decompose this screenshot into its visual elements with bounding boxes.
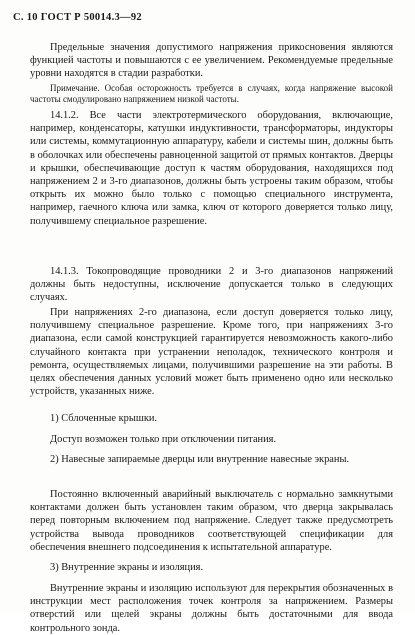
paragraph-emergency-switch: Постоянно включенный аварийный выключатель с нормально замкнутыми контактами должен быть установлен таким образом, что дверца закрывалась перед повторным включением под напряжение. Следует также предусмотреть устройства вывода проводников соответствующей спецификации для обеспечения внешнего подсоединения к испытательной аппаратуре. — [30, 489, 393, 553]
list-item-interlocked-covers: 1) Сблоченные крышки. — [50, 413, 158, 424]
paragraph-access-power-off: Доступ возможен только при отключении питания. — [50, 434, 277, 445]
paragraph-voltage-limits: Предельные значения допустимого напряжения прикосновения являются функцией частоты и повышаются с ее увеличением. Рекомендуемые предельные уровни находятся в стадии разработки. — [30, 42, 393, 80]
note-paragraph: Примечание. Особая осторожность требуется в случаях, когда напряжение высокой частоты смодулировано напряжением низкой частоты. — [30, 83, 393, 105]
paragraph-14-1-3: 14.1.3. Токопроводящие проводники 2 и 3-го диапазонов напряжений должны быть недоступны, исключение допускается только в следующих случаях. — [30, 266, 393, 304]
list-item-internal-screens: 3) Внутренние экраны и изоляция. — [50, 562, 204, 573]
page-header: С. 10 ГОСТ Р 50014.3—92 — [13, 12, 142, 23]
paragraph-range-conditions: При напряжениях 2-го диапазона, если доступ доверяется только лицу, получившему специальное разрешение. Кроме того, при напряжениях 3-го диапазона, если самой конструкцией гарантируется невозможность какого-либо случайного контакта при устранении неполадок, технического контроля и ремонта, осуществляемых лицами, получившими разрешение на эти работы. В целях обеспечения данных условий может быть применено одно или несколько устройств, указанных ниже. — [30, 307, 393, 398]
paragraph-14-1-2: 14.1.2. Все части электротермического оборудования, включающие, например, конденсаторы, катушки индуктивности, трансформаторы, индукторы или системы, коммутационную аппаратуру, кабели и системы шин, должны быть в оболочках или обеспечены равноценной защитой от прямых контактов. Дверцы и крышки, обеспечивающие доступ к частям оборудования, находящихся под напряжением 2 и 3-го диапазонов, должны быть устроены таким образом, чтобы открыть их можно было только с помощью специального инструмента, например, гаечного ключа или замка, ключ от которого доверяется только лицу, получившему специальное разрешение. — [30, 110, 393, 227]
paragraph-internal-screens: Внутренние экраны и изоляцию используют для перекрытия обозначенных в инструкции мест расположения точек контроля за напряжением. Размеры отверстий или щелей экраны должны быть достаточными для ввода контрольного зонда. — [30, 583, 393, 634]
list-item-lockable-doors: 2) Навесные запираемые дверцы или внутренние навесные экраны. — [50, 454, 350, 465]
